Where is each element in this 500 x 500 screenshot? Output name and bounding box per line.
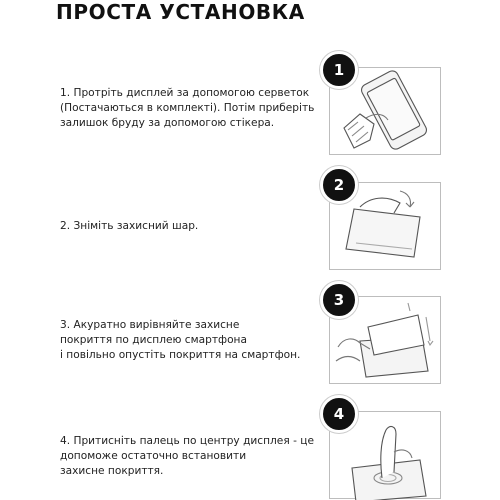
step-1-badge: 1 — [320, 51, 358, 89]
step-3-text — [60, 318, 318, 363]
step-4-line-1: 4. Притисніть палець по центру дисплея - це — [60, 435, 314, 447]
step-2-badge: 2 — [320, 166, 358, 204]
step-1-line-2: (Постачаються в комплекті). Потім приберіть — [60, 102, 315, 114]
step-3-badge: 3 — [320, 281, 358, 319]
step-4-badge: 4 — [320, 395, 358, 433]
step-1-line-1: 1. Протріть дисплей за допомогою серветок — [60, 87, 310, 99]
step-4-line-3: захисне покриття. — [60, 465, 164, 477]
step-2-line-1: 2. Зніміть захисний шар. — [60, 220, 199, 232]
step-4-line-2: допоможе остаточно встановити — [60, 450, 247, 462]
step-4-text — [60, 434, 318, 479]
step-3-line-2: покриття по дисплею смартфона — [60, 334, 247, 346]
step-2-text — [60, 219, 318, 234]
step-1-line-3: залишок бруду за допомогою стікера. — [60, 117, 275, 129]
step-1-text — [60, 86, 318, 131]
step-3-line-1: 3. Акуратно вирівняйте захисне — [60, 319, 240, 331]
step-3-line-3: і повільно опустіть покриття на смартфон. — [60, 349, 301, 361]
page-title: ПРОСТА УСТАНОВКА — [56, 0, 305, 24]
